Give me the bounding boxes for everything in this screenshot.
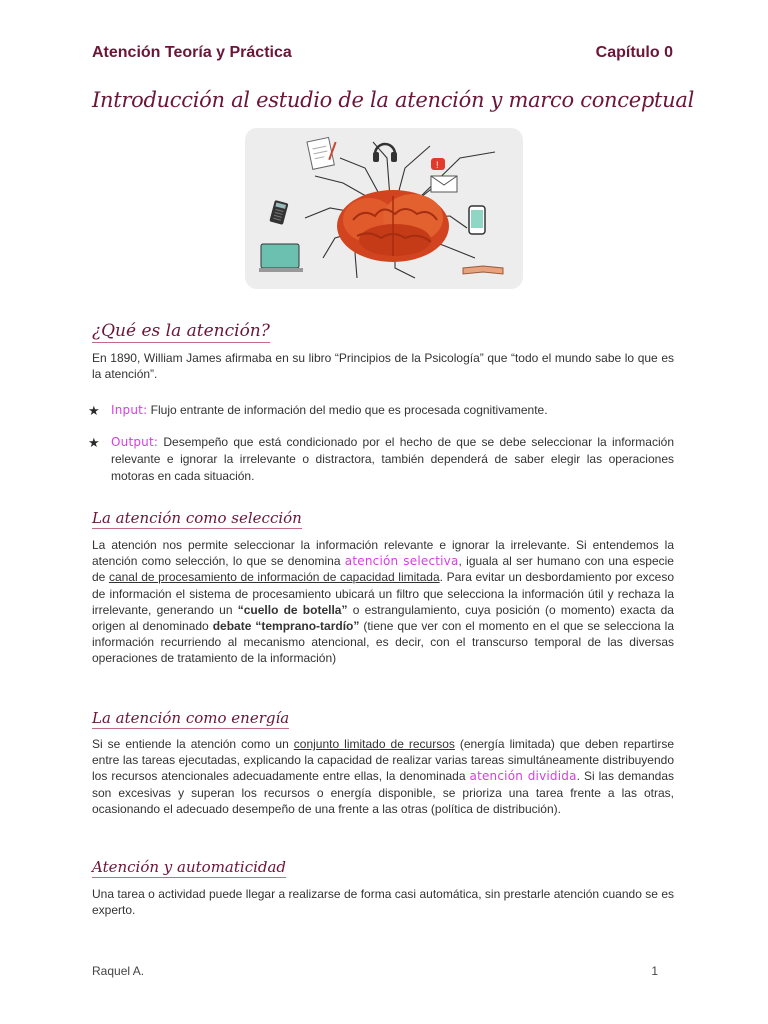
section-heading-automaticidad: Atención y automaticidad	[92, 858, 287, 876]
book-icon	[463, 266, 503, 274]
paragraph-seleccion: La atención nos permite seleccionar la información relevante e ignorar la irrelevante. Si entendemos la atención como selección, lo que se denomina atención selectiva, iguala al ser humano con una especie de canal de procesamiento de información de capacidad limitada. Para evitar un desbordamiento por exceso de información el sistema de procesamiento ubicará un filtro que selecciona la información útil y rechaza la irrelevante, generando un “cuello de botella” o estrangulamiento, cuya posición (o momento) exacta da origen al denominado debate “temprano-tardío” (tiene que ver con el momento en el que se selecciona la información recurriendo al mecanismo atencional, es decir, con el transcurso temporal de las diversas operaciones de tratamiento de la información)	[92, 538, 674, 666]
smartphone-icon	[469, 206, 485, 234]
paragraph-intro: En 1890, William James afirmaba en su libro “Principios de la Psicología” que “todo el mundo sabe lo que es la atención”.	[92, 351, 674, 382]
brain-illustration	[245, 128, 523, 289]
term-atencion-dividida: atención dividida	[469, 769, 577, 784]
header-book-title: Atención Teoría y Práctica	[92, 44, 292, 61]
bold-cuello-botella: “cuello de botella”	[237, 602, 348, 617]
svg-text:!: !	[436, 160, 439, 170]
page-title: Introducción al estudio de la atención y marco conceptual	[92, 88, 694, 112]
star-bullet-icon: ★	[88, 403, 100, 418]
laptop-icon	[259, 244, 303, 272]
envelope-icon	[431, 176, 457, 192]
term-atencion-selectiva: atención selectiva	[344, 554, 459, 569]
footer-author: Raquel A.	[92, 964, 145, 978]
page-header	[92, 44, 673, 66]
speech-bubble-icon	[431, 158, 445, 170]
paragraph-automaticidad: Una tarea o actividad puede llegar a realizarse de forma casi automática, sin prestarle atención cuando se es experto.	[92, 887, 674, 918]
underlined-conjunto: conjunto limitado de recursos	[293, 737, 455, 751]
paragraph-energia: Si se entiende la atención como un conjunto limitado de recursos (energía limitada) que deben repartirse entre las tareas ejecutadas, explicando la capacidad de realizar varias tareas simultáneamente distribuyendo los recursos atencionales adecuadamente entre ellas, la denominada atención dividida. Si las demandas son excesivas y superan los recursos o energía disponible, se prioriza una tarea frente a las otras, ocasionando el adecuado desempeño de una frente a las otras (política de distribución).	[92, 737, 675, 816]
bullet-input-text: Flujo entrante de información del medio que es procesada cognitivamente.	[147, 403, 548, 417]
footer-page-number: 1	[651, 964, 658, 978]
section-heading-seleccion: La atención como selección	[92, 509, 302, 527]
section-heading-que-es: ¿Qué es la atención?	[92, 321, 270, 341]
bullet-input	[111, 402, 674, 419]
bullet-output-text: Desempeño que está condicionado por el hecho de que se debe seleccionar la información relevante e ignorar la irrelevante o distractora, también dependerá de saber elegir las operaciones motoras en cada situación.	[111, 435, 674, 483]
bullet-output	[111, 434, 674, 485]
brain-icon	[337, 190, 449, 262]
term-output: Output:	[111, 435, 159, 449]
underlined-canal: canal de procesamiento de información de capacidad limitada	[108, 570, 440, 585]
calculator-icon	[269, 200, 288, 225]
bold-debate: debate “temprano-tardío”	[212, 619, 360, 634]
star-bullet-icon: ★	[88, 435, 100, 450]
notepad-icon	[307, 136, 340, 169]
section-heading-energia: La atención como energía	[92, 709, 290, 727]
hero-illustration	[245, 128, 523, 289]
term-input: Input:	[111, 403, 148, 417]
header-chapter: Capítulo 0	[595, 44, 673, 61]
headphones-icon	[373, 144, 397, 162]
